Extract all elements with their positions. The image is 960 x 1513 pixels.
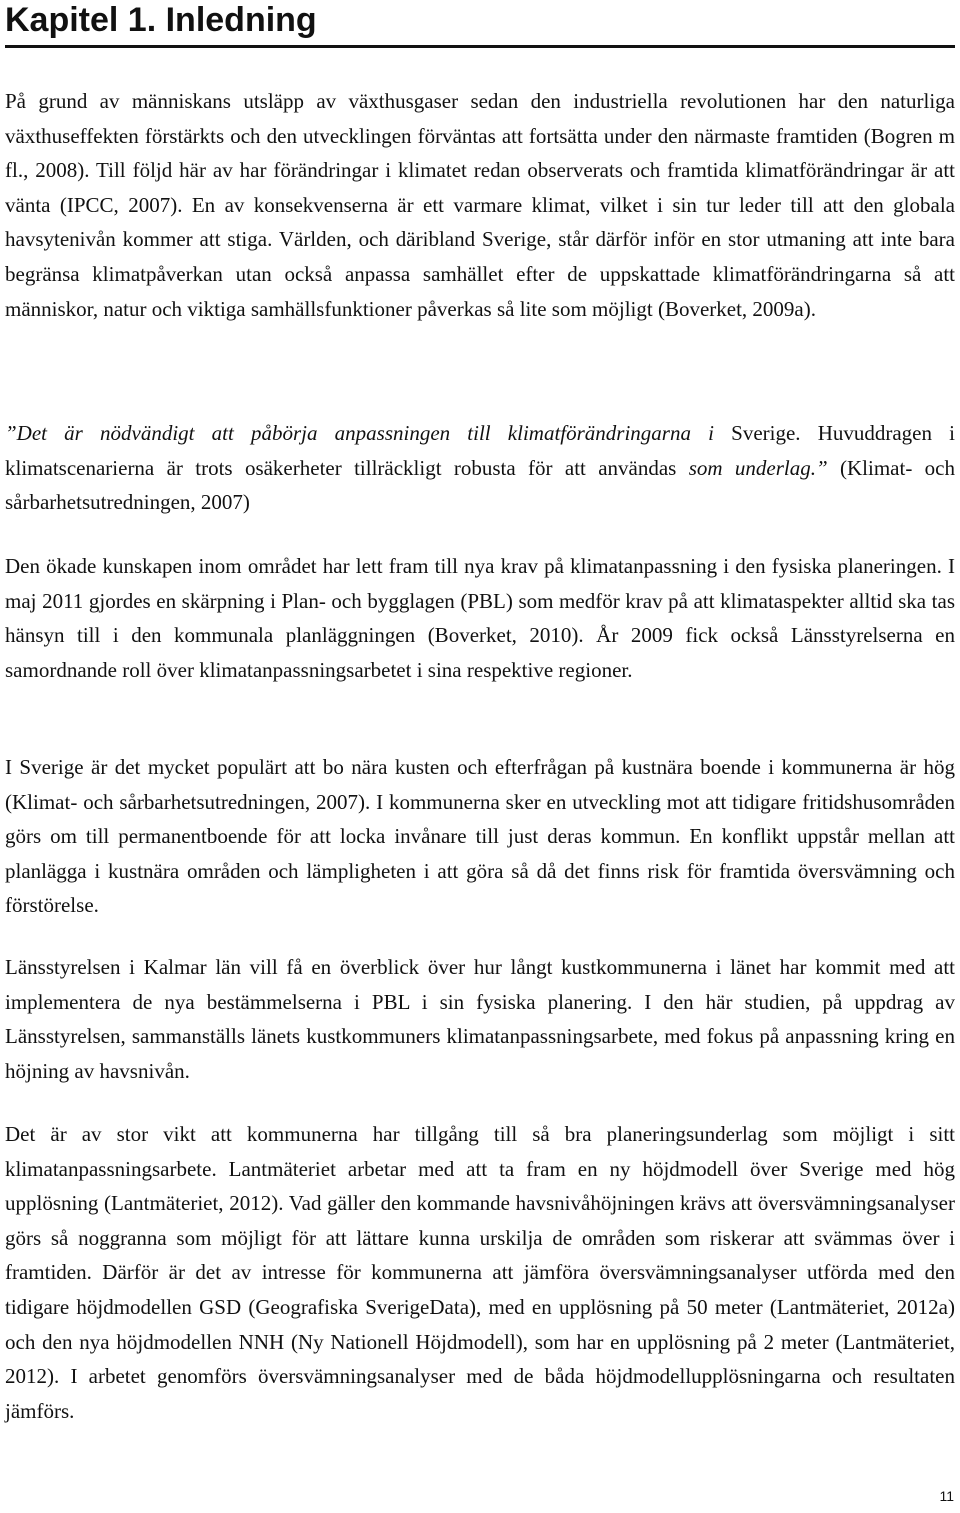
paragraph-planning: Den ökade kunskapen inom området har lett fram till nya krav på klimatanpassning i den fysiska planeringen. I maj 2011 gjordes en skärpning i Plan- och bygglagen (PBL) som medför krav på att klimataspekter alltid ska tas hänsyn till i den kommunala planläggningen (Boverket, 2010). År 2009 fick också Länsstyrelserna en samordnande roll över klimatanpassningsarbetet i sina respektive regioner. xyxy=(5,554,955,682)
title-divider xyxy=(5,45,955,48)
paragraph-lansstyrelsen: Länsstyrelsen i Kalmar län vill få en överblick över hur långt kustkommunerna i länet har kommit med att implementera de nya bestämmelserna i PBL i sin fysiska planering. I den här studien, på uppdrag av Länsstyrelsen, sammanställs länets kustkommuners klimatanpassningsarbete, med fokus på anpassning kring en höjning av havsnivån. xyxy=(5,955,955,1083)
quote-source: (Klimat- och sårbarhetsutredningen, 2007) xyxy=(5,455,955,515)
chapter-title: Kapitel 1. Inledning xyxy=(5,1,317,39)
quote-italic-end: som underlag.” xyxy=(688,455,828,480)
paragraph-coast: I Sverige är det mycket populärt att bo nära kusten och efterfrågan på kustnära boende i kommunerna är hög (Klimat- och sårbarhetsutredningen, 2007). I kommunerna sker en utveckling mot att tidigare fritidshusområden görs om till permanentboende för att locka invånare till just deras kommun. En konflikt uppstår mellan att planlägga i kustnära områden och lämpligheten i att göra så då det finns risk för framtida översvämning och förstörelse. xyxy=(5,755,955,918)
quote-paragraph xyxy=(5,416,955,520)
paragraph-hojdmodell: Det är av stor vikt att kommunerna har tillgång till så bra planeringsunderlag som möjligt i sitt klimatanpassningsarbete. Lantmäteriet arbetar med att ta fram en ny höjdmodell över Sverige med hög upplösning (Lantmäteriet, 2012). Vad gäller den kommande havsnivåhöjningen krävs att översvämningsanalyser görs så noggranna som möjligt för att lättare kunna urskilja de områden som riskerar att svämmas över i framtiden. Därför är det av intresse för kommunerna att jämföra översvämningsanalyser utförda med den tidigare höjdmodellen GSD (Geografiska SverigeData), med en upplösning på 50 meter (Lantmäteriet, 2012a) och den nya höjdmodellen NNH (Ny Nationell Höjdmodell), som har en upplösning på 2 meter (Lantmäteriet, 2012). I arbetet genomförs översvämningsanalyser med de båda höjdmodellupplösningarna och resultaten jämförs. xyxy=(5,1122,955,1423)
paragraph-intro: På grund av människans utsläpp av växthusgaser sedan den industriella revolutionen har den naturliga växthuseffekten förstärkts och den utvecklingen förväntas att fortsätta under den närmaste framtiden (Bogren m fl., 2008). Till följd här av har förändringar i klimatet redan observerats och framtida klimatförändringar är att vänta (IPCC, 2007). En av konsekvenserna är ett varmare klimat, vilket i sin tur leder till att den globala havsytenivån kommer att stiga. Världen, och däribland Sverige, står därför inför en stor utmaning att inte bara begränsa klimatpåverkan utan också anpassa samhället efter de uppskattade klimatförändringarna så att människor, natur och viktiga samhällsfunktioner påverkas så lite som möjligt (Boverket, 2009a). xyxy=(5,89,955,321)
quote-upright-text: Sverige. Huvuddragen i klimatscenarierna är trots osäkerheter tillräckligt robusta för att användas xyxy=(5,421,955,480)
quote-italic-text: ”Det är nödvändigt att påbörja anpassningen till klimatförändringarna i xyxy=(5,421,714,445)
document-page xyxy=(5,0,955,1423)
page-number: 11 xyxy=(939,1488,954,1504)
